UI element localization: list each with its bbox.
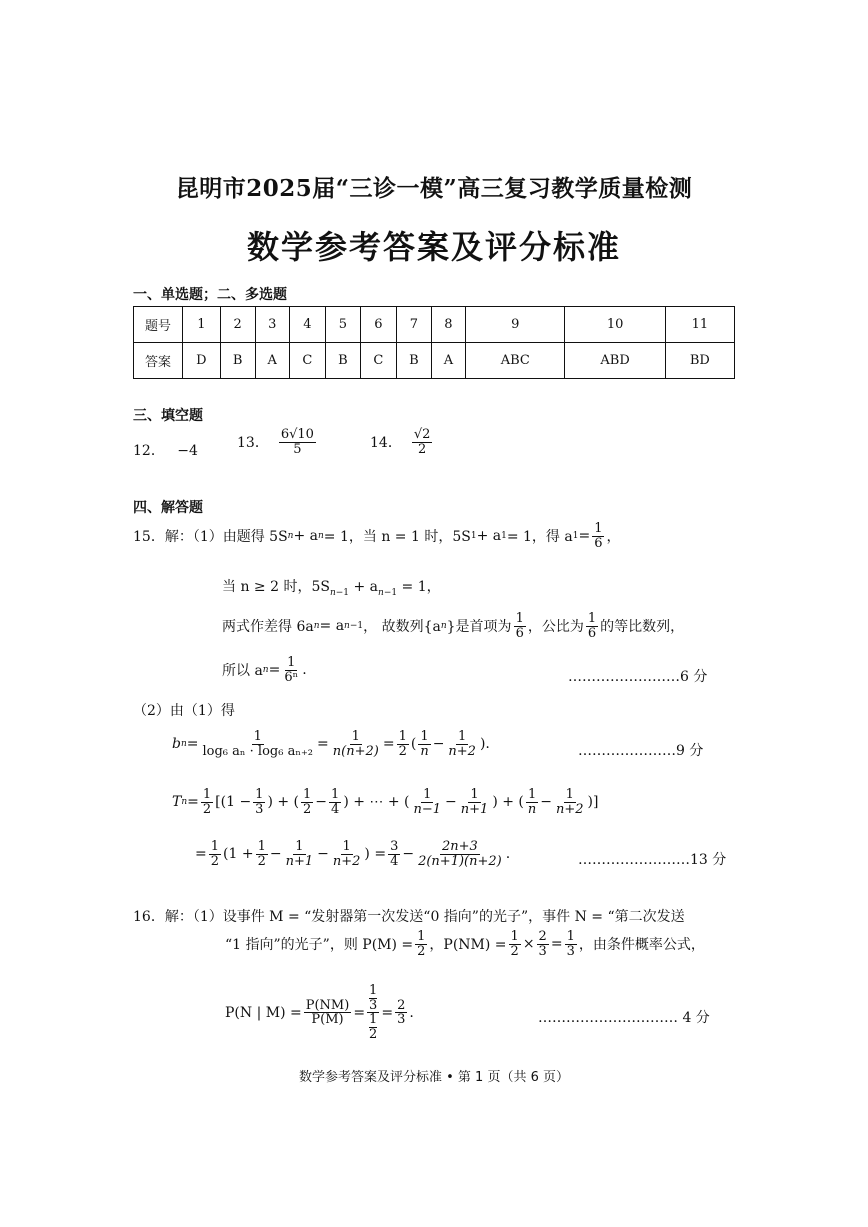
q14-answer [370,428,434,456]
table-row-numbers [134,307,735,343]
text: ) + ( [492,794,524,811]
fraction-numerator: √2 [413,427,431,442]
table-cell: 5 [325,307,360,343]
text: P(N | M) = [225,1004,302,1021]
text: ，P(NM) = [429,937,507,954]
table-cell: 2 [220,307,255,343]
fraction: $\frac{1}{4}$ [331,787,340,817]
table-cell: 6 [360,307,396,343]
score-mark: ………………………… 4 分 [538,1010,710,1026]
text: + a [476,528,502,545]
q15-line1: 15．解：（1）由题得 5S n + a n = 1，当 n = 1 时，5S 1 + a 1 = 1，得 a 1 = $\frac{1}{6}$ ， [133,521,621,551]
text: ) = [364,846,387,863]
q15-line4: 所以 a n = $\frac{1}{\text{6ⁿ}}$ . [222,655,307,685]
table-row-answers [134,343,735,379]
fraction: $\frac{1}{\text{6ⁿ}}$ [284,655,299,685]
fraction: $\frac{1}{n+2}$ [556,787,584,817]
fraction: $\frac{1}{\text{log₆ aₙ · log₆ aₙ₊₂}}$ [202,729,314,759]
text: + a [349,579,379,595]
q14-number: 14． [370,435,402,452]
answer-table [133,306,735,379]
table-cell: 3 [255,307,289,343]
table-cell: ABD [565,343,665,379]
fraction: $\frac{1}{2}$ [417,929,426,959]
document-title: 数学参考答案及评分标准 [246,228,621,266]
table-header-cell: 题号 [134,307,183,343]
text: (1 + [223,846,254,863]
table-cell: 1 [183,307,221,343]
fraction: $\frac{1}{n+2}$ [448,729,476,759]
section-heading-fill: 三、填空题 [133,408,203,424]
q12-value: −4 [177,443,198,459]
q16-line2 [225,930,705,958]
fraction: $\frac{1}{6}$ [587,611,597,641]
table-cell: 11 [665,307,734,343]
text: [(1 − [215,794,252,811]
document-subtitle: 昆明市2025届“三诊一模”高三复习教学质量检测 [175,175,693,202]
q15-tn-formula-1: T n = $\frac{1}{2}$ [(1 − $\frac{1}{3}$ ) + ( $\frac{1}{2}$ − $\frac{1}{4}$ ) + ⋯ + ( $\frac{1}{n-1}$ − $\frac{1}{n+1}$ ) + ( $\frac{1}{n}$ − $\frac{1}{n+2}$ )] [172,787,599,817]
fraction: $\frac{1}{3}$ [566,929,575,959]
text: = [550,936,563,953]
text: 15．解：（1）由题得 5S [133,529,288,546]
fraction-denominator: 5 [293,441,302,457]
q13-number: 13． [237,435,269,452]
text: + a [293,528,318,545]
text: = [578,528,591,545]
text: “1 指向”的光子”，则 P(M) = [225,937,414,954]
text: ， 故数列{a [363,619,441,636]
fraction: $\frac{1}{3}$ [255,787,264,817]
fraction-denominator: 2 [417,441,427,457]
table-cell: 7 [396,307,431,343]
q15-line2: 当 n ≥ 2 时，$5S_{n-1} + a_{n-1} = 1$， [222,579,441,598]
fraction: $\frac{P(NM)}{P(M)}$ [305,997,350,1028]
fraction: $\frac{1}{2}$ [210,839,220,869]
fraction: $\frac{1}{n}$ [527,787,537,817]
text: = 1，得 a [506,529,573,546]
text: }是首项为 [446,619,512,636]
score-mark: ……………………6 分 [568,669,708,685]
text: ) + ⋯ + ( [343,794,410,811]
fraction: $\frac{1}{2}$ [398,729,407,759]
text: = 1，当 n = 1 时，5S [323,529,471,546]
fraction: $\frac{2}{3}$ [397,997,406,1028]
table-cell: ABC [466,343,565,379]
q12-answer [133,440,198,460]
fraction: $\frac{2n+3}{2(n+1)(n+2)}$ [418,839,502,869]
fraction: $\frac{2}{3}$ [538,929,547,959]
table-header-cell: 答案 [134,343,183,379]
table-cell: 8 [431,307,465,343]
q12-number: 12． [133,443,165,459]
fraction: $\frac{1}{n-1}$ [413,787,442,817]
text: ，公比为 [527,619,584,636]
table-cell: 4 [289,307,325,343]
fraction: $\frac{1}{n+1}$ [460,787,489,817]
fraction: $\frac{3}{4}$ [390,839,399,869]
text: = [381,1004,394,1021]
q15-tn-formula-2: = $\frac{1}{2}$ (1 + $\frac{1}{2}$ − $\frac{1}{n+1}$ − $\frac{1}{n+2}$ ) = $\frac{3}{4}$ − $\frac{2n+3}{2(n+1)(n+2)}$ . [195,839,511,869]
score-mark: …………………9 分 [578,743,704,759]
text: b [172,736,181,753]
table-cell: A [431,343,465,379]
q13-answer [237,428,318,456]
text: ) + ( [267,794,300,811]
table-cell: A [255,343,289,379]
q16-line1: 16．解：（1）设事件 M = “发射器第一次发送“0 指向”的光子”，事件 N = “第二次发送 [133,909,685,925]
page-footer: 数学参考答案及评分标准 • 第 1 页（共 6 页） [298,1070,569,1085]
q15-line3: 两式作差得 6a n = a n−1 ， 故数列{a n }是首项为 $\frac{1}{6}$ ，公比为 $\frac{1}{6}$ 的等比数列， [222,611,685,641]
q15-bn-formula: b n = $\frac{1}{\text{log₆ aₙ · log₆ aₙ₊₂}}$ = $\frac{1}{n(n+2)}$ = $\frac{1}{2}$ ( $\frac{1}{n}$ − $\frac{1}{n+2}$ ). [172,729,490,759]
text: × [522,936,535,953]
score-mark: ……………………13 分 [578,852,727,868]
q16-line3: P(N | M) = $\frac{P(NM)}{P(M)}$ = 1 3 1 2 = $\frac{2}{3}$ . [225,983,414,1042]
section-heading-solutions: 四、解答题 [133,500,203,516]
q15-part2: （2）由（1）得 [133,703,235,719]
text: ( [410,736,417,753]
text: = 1， [397,579,441,595]
text: = [268,662,281,679]
fraction: $\frac{1}{n(n+2)}$ [332,729,379,759]
fraction: $\frac{1}{2}$ [257,839,266,869]
text: = [186,736,199,753]
table-cell: B [325,343,360,379]
q13-fraction [279,428,316,456]
table-cell: D [183,343,221,379]
fraction: $\frac{1}{2}$ [202,787,212,817]
section-heading-choice: 一、单选题；二、多选题 [133,287,287,303]
compound-fraction: 1 3 1 2 [369,983,378,1042]
text: 当 n ≥ 2 时，5S [222,579,330,595]
fraction: $\frac{1}{n+1}$ [285,839,314,869]
table-cell: C [360,343,396,379]
fraction: $\frac{1}{n+2}$ [332,839,361,869]
fraction: $\frac{1}{6}$ [594,521,603,551]
table-cell: BD [665,343,734,379]
table-cell: 10 [565,307,665,343]
table-cell: B [396,343,431,379]
text: = a [319,618,345,635]
text: )] [587,794,599,811]
q14-fraction [412,428,433,456]
table-cell: C [289,343,325,379]
text: 两式作差得 6a [222,619,314,636]
table-cell: 9 [466,307,565,343]
text: ，由条件概率公式， [578,937,705,954]
fraction-numerator: 6√10 [280,427,314,442]
text: 所以 a [222,663,263,680]
fraction: $\frac{1}{2}$ [303,787,312,817]
table-cell: B [220,343,255,379]
fraction: $\frac{1}{n}$ [420,729,429,759]
text: = [353,1004,366,1021]
fraction: $\frac{1}{6}$ [515,611,524,641]
fraction: $\frac{1}{2}$ [510,929,519,959]
text: 的等比数列， [600,619,685,636]
